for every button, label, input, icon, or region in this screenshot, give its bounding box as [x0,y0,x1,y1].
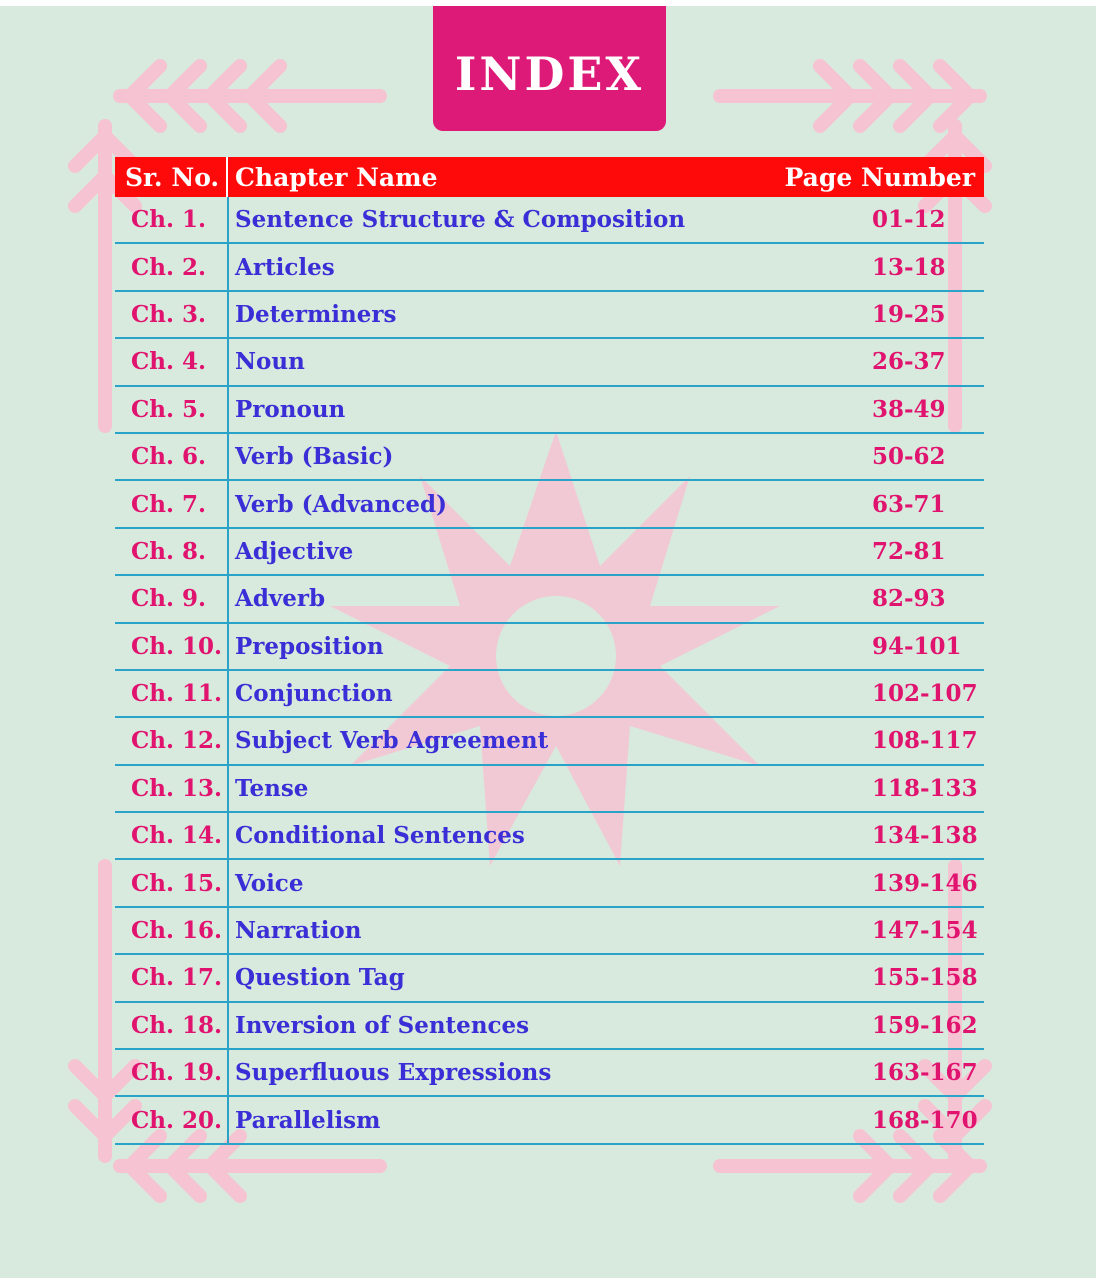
chapter-name: Subject Verb Agreement [235,727,549,755]
chapter-name: Sentence Structure & Composition [235,206,686,234]
table-row [115,197,984,244]
table-row [115,671,984,718]
chapter-number: Ch. 7. [131,490,207,518]
chapter-number: Ch. 15. [131,869,223,897]
chapter-name: Pronoun [235,395,346,423]
chapter-number: Ch. 3. [131,300,207,328]
chapter-name: Verb (Basic) [235,443,394,471]
chapter-number: Ch. 13. [131,774,223,802]
page-range: 50-62 [872,443,946,471]
table-header [115,157,984,197]
page-range: 118-133 [872,774,978,802]
table-row [115,908,984,955]
chapter-number: Ch. 9. [131,585,207,613]
page-range: 139-146 [872,869,978,897]
chapter-name: Adjective [235,537,354,565]
chapter-number: Ch. 14. [131,822,223,850]
table-row [115,1050,984,1097]
table-row [115,529,984,576]
chapter-number: Ch. 1. [131,206,207,234]
index-page [0,6,1096,1278]
table-row [115,576,984,623]
header-page-number: Page Number [784,162,975,192]
table-row [115,1003,984,1050]
page-range: 163-167 [872,1059,978,1087]
page-range: 94-101 [872,632,962,660]
table-row [115,955,984,1002]
page-range: 147-154 [872,917,978,945]
page-range: 38-49 [872,395,946,423]
table-row [115,292,984,339]
chapter-name: Inversion of Sentences [235,1011,530,1039]
page-range: 155-158 [872,964,978,992]
chapter-name: Verb (Advanced) [235,490,447,518]
chapter-number: Ch. 6. [131,443,207,471]
page-range: 26-37 [872,348,946,376]
chapter-name: Articles [235,253,335,281]
table-row [115,766,984,813]
table-row [115,718,984,765]
chapter-number: Ch. 5. [131,395,207,423]
chapter-name: Preposition [235,632,384,660]
page-range: 19-25 [872,300,946,328]
chapter-name: Voice [235,869,304,897]
chapter-table [115,157,984,1145]
chapter-number: Ch. 10. [131,632,223,660]
table-body [115,197,984,1145]
chapter-number: Ch. 17. [131,964,223,992]
table-row [115,339,984,386]
chapter-name: Tense [235,774,309,802]
page-range: 168-170 [872,1106,978,1134]
page-range: 72-81 [872,537,946,565]
page-range: 13-18 [872,253,946,281]
table-row [115,244,984,291]
page-title: INDEX [454,46,645,101]
chapter-name: Noun [235,348,305,376]
page-range: 134-138 [872,822,978,850]
header-chapter-name: Chapter Name [235,162,438,192]
chapter-name: Adverb [235,585,326,613]
table-row [115,434,984,481]
chapter-name: Determiners [235,300,397,328]
page-range: 82-93 [872,585,946,613]
table-row [115,624,984,671]
chapter-number: Ch. 8. [131,537,207,565]
chapter-number: Ch. 2. [131,253,207,281]
page-range: 108-117 [872,727,978,755]
page-range: 01-12 [872,206,946,234]
index-title-banner [433,6,666,131]
chapter-name: Parallelism [235,1106,381,1134]
table-row [115,860,984,907]
table-row [115,387,984,434]
chapter-number: Ch. 19. [131,1059,223,1087]
page-range: 159-162 [872,1011,978,1039]
chapter-number: Ch. 12. [131,727,223,755]
chapter-number: Ch. 4. [131,348,207,376]
chapter-number: Ch. 20. [131,1106,223,1134]
column-divider [227,197,229,1145]
chapter-number: Ch. 18. [131,1011,223,1039]
table-row [115,813,984,860]
page-range: 102-107 [872,680,978,708]
chapter-name: Conditional Sentences [235,822,525,850]
chapter-name: Conjunction [235,680,393,708]
chapter-name: Question Tag [235,964,405,992]
chapter-name: Narration [235,917,362,945]
chapter-number: Ch. 11. [131,680,223,708]
chapter-number: Ch. 16. [131,917,223,945]
chapter-name: Superfluous Expressions [235,1059,552,1087]
table-row [115,1097,984,1144]
table-row [115,481,984,528]
header-sr-no: Sr. No. [115,157,228,197]
page-range: 63-71 [872,490,946,518]
